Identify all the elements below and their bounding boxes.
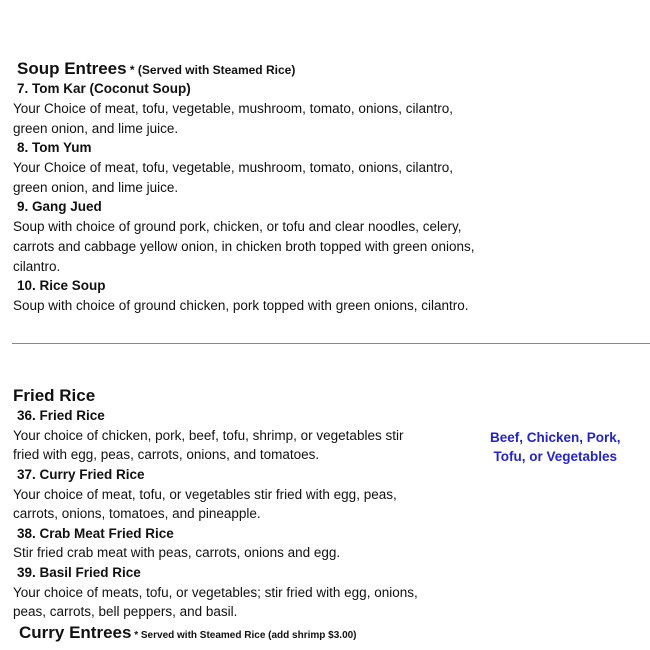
section-title-fried-rice — [13, 386, 95, 406]
section-divider — [12, 343, 650, 344]
menu-item-description: carrots and cabbage yellow onion, in chicken broth topped with green onions, — [13, 239, 475, 254]
menu-item-name: 7. Tom Kar (Coconut Soup) — [17, 81, 191, 96]
section-title-text: Fried Rice — [13, 386, 96, 405]
protein-options-line: Beef, Chicken, Pork, — [490, 430, 621, 445]
menu-item-name: 38. Crab Meat Fried Rice — [17, 526, 174, 541]
menu-item-name: 9. Gang Jued — [17, 199, 102, 214]
menu-item-description: Your Choice of meat, tofu, vegetable, mushroom, tomato, onions, cilantro, — [13, 160, 453, 175]
section-title-curry-entrees — [19, 623, 357, 643]
menu-item-description: Soup with choice of ground pork, chicken, or tofu and clear noodles, celery, — [13, 219, 462, 234]
menu-item-name: 36. Fried Rice — [17, 408, 105, 423]
menu-item-name: 10. Rice Soup — [17, 278, 106, 293]
menu-item-description: carrots, onions, tomatoes, and pineapple. — [13, 506, 261, 521]
section-title-text: Curry Entrees — [19, 623, 132, 642]
menu-item-description: Your choice of chicken, pork, beef, tofu, shrimp, or vegetables stir — [13, 428, 404, 443]
section-note: * Served with Steamed Rice (add shrimp $3.00) — [131, 630, 357, 641]
menu-item-description: Soup with choice of ground chicken, pork topped with green onions, cilantro. — [13, 298, 469, 313]
menu-item-description: Stir fried crab meat with peas, carrots, onions and egg. — [13, 545, 341, 560]
protein-options-note — [490, 428, 621, 466]
menu-item-description: green onion, and lime juice. — [13, 121, 179, 136]
protein-options-line: Tofu, or Vegetables — [493, 449, 618, 464]
menu-item-name: 39. Basil Fried Rice — [17, 565, 141, 580]
section-note: * (Served with Steamed Rice) — [126, 63, 296, 77]
section-title-soup-entrees — [17, 59, 295, 79]
menu-item-description: Your Choice of meat, tofu, vegetable, mushroom, tomato, onions, cilantro, — [13, 101, 453, 116]
menu-item-name: 8. Tom Yum — [17, 140, 92, 155]
menu-item-description: Your choice of meats, tofu, or vegetables; stir fried with egg, onions, — [13, 585, 418, 600]
menu-item-description: peas, carrots, bell peppers, and basil. — [13, 604, 238, 619]
menu-item-description: Your choice of meat, tofu, or vegetables stir fried with egg, peas, — [13, 487, 397, 502]
menu-item-description: fried with egg, peas, carrots, onions, and tomatoes. — [13, 447, 320, 462]
section-title-text: Soup Entrees — [17, 59, 127, 78]
menu-item-description: green onion, and lime juice. — [13, 180, 179, 195]
menu-item-description: cilantro. — [13, 259, 61, 274]
menu-item-name: 37. Curry Fried Rice — [17, 467, 145, 482]
